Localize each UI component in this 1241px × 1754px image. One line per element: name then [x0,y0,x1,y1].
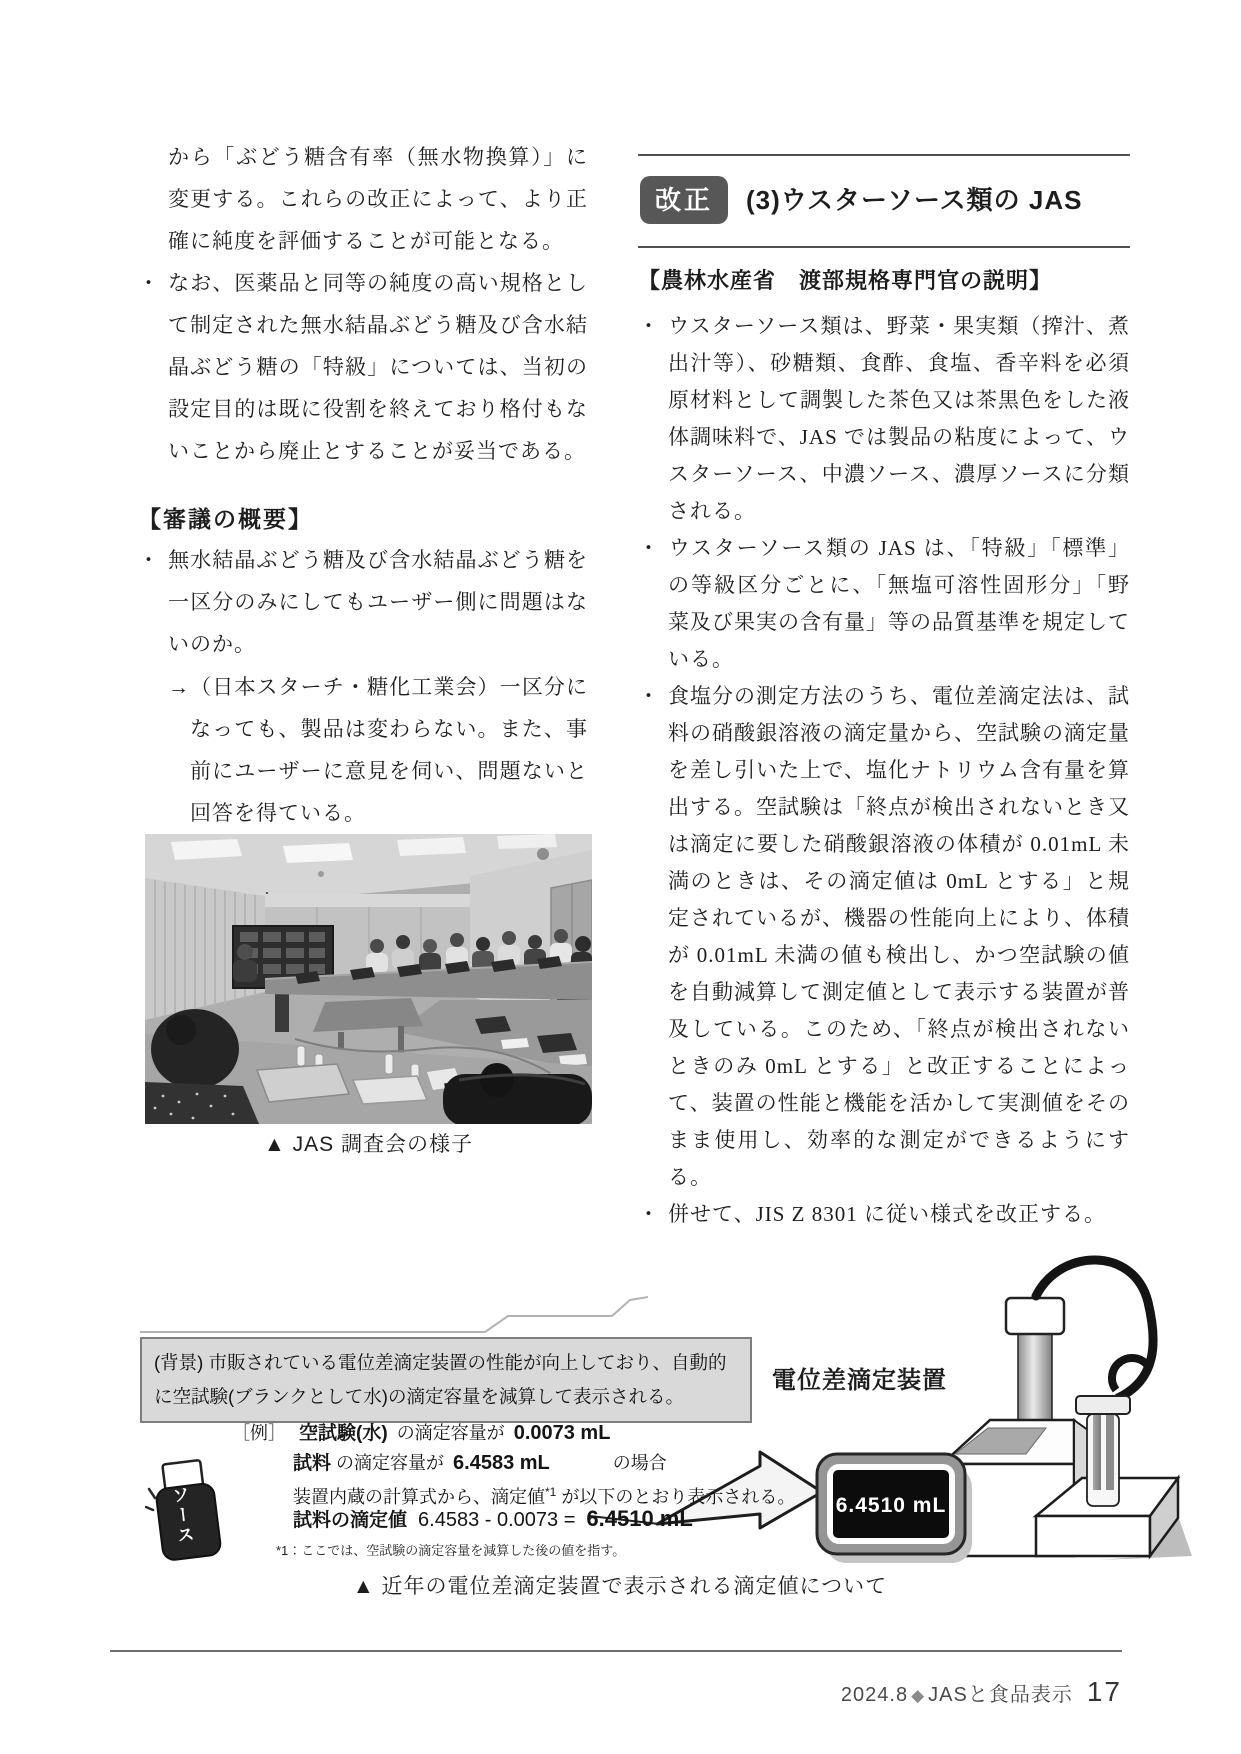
bullet-marker: ・ [638,536,660,560]
example-value: 6.4583 mL [453,1452,550,1474]
bullet-item [638,678,1130,1196]
bullet-text: 併せて、JIS Z 8301 に従い様式を改正する。 [668,1202,1107,1226]
example-line-3: 装置内蔵の計算式から、滴定値$^{*1}$ が以下のとおり表示される。 [293,1485,796,1507]
device-label: 電位差滴定装置 [772,1367,947,1394]
left-column [138,136,588,834]
article-title: (3)ウスターソース類の JAS [746,184,1083,215]
section-heading: 【審議の概要】 [138,506,313,532]
answer-item [138,666,588,834]
example-footnote: *1：ここでは、空試験の滴定容量を減算した後の値を指す。 [276,1543,626,1558]
bullet-marker: ・ [638,1202,660,1226]
figure-caption: ▲ 近年の電位差滴定装置で表示される滴定値について [352,1575,888,1598]
footer-journal-title: JASと食品表示 [928,1684,1073,1706]
answer-text: （日本スターチ・糖化工業会）一区分になっても、製品は変わらない。また、事前にユーザーに意見を伺い、問題ないと回答を得ている。 [190,675,588,825]
example-term: 空試験(水) [299,1423,388,1444]
note-bullet-item [138,262,588,472]
titration-device-illustration [780,1240,1200,1570]
example-term: 試料の滴定値 [293,1510,408,1531]
revision-badge: 改正 [640,176,728,224]
device-display-value: 6.4510 mL [835,1494,947,1517]
bullet-marker: ・ [638,684,660,708]
sauce-bottle-label: ソース [168,1485,195,1547]
right-column [638,130,1130,1233]
arrow-marker: → [168,675,190,699]
meeting-photo [145,834,592,1124]
note-bullet-text: なお、医薬品と同等の純度の高い規格として制定された無水結晶ぶどう糖及び含水結晶ぶどう糖の「特級」については、当初の設定目的は既に役割を終えており格付もないことから廃止とすることが妥当である。 [168,271,588,463]
bullet-item [638,1196,1130,1233]
header-rule-bottom [638,246,1130,248]
footer [640,1676,1122,1708]
example-tag: ［例］ [232,1423,286,1443]
background-note-box: (背景) 市販されている電位差滴定装置の性能が向上しており、自動的に空試験(ブランクとして水)の滴定容量を減算して表示される。 [140,1337,752,1423]
footnote-ref: *1 [545,1485,557,1499]
example-line-2: 試料 の滴定容量が 6.4583 mL の場合 [293,1452,667,1474]
diamond-icon: ◆ [911,1686,926,1705]
bullet-marker: ・ [138,549,160,572]
example-result: 6.4510 mL [586,1506,693,1531]
intro-paragraph: から「ぶどう糖含有率（無水物換算）」に変更する。これらの改正によって、より正確に純度を評価することが可能となる。 [168,145,588,253]
meeting-photo-scene [145,834,592,1124]
example-formula: 6.4583 - 0.0073 = [418,1509,576,1531]
article-header [638,156,1130,246]
bullet-item [638,308,1130,530]
question-text: 無水結晶ぶどう糖及び含水結晶ぶどう糖を一区分のみにしてもユーザー側に問題はないのか。 [168,549,588,656]
bullet-text: 食塩分の測定方法のうち、電位差滴定法は、試料の硝酸銀溶液の滴定量から、空試験の滴定量を差し引いた上で、塩化ナトリウム含有量を算出する。空試験は「終点が検出されないとき又は滴定に要した硝酸銀溶液の体積が 0.01mL 未満のときは、その滴定値は 0mL とする」と規定されているが、機器の性能向上により、体積が 0.01mL 未満の値も検出し、かつ空試験の値を自動減算して測定値として表示する装置が普及している。このため、「終点が検出されないときのみ 0mL とする」と改正することによって、装置の性能と機能を活かして実測値をそのまま使用し、効率的な測定ができるようにする。 [668,684,1130,1189]
bullet-text: ウスターソース類は、野菜・果実類（搾汁、煮出汁等）、砂糖類、食酢、食塩、香辛料を必須原材料として調製した茶色又は茶黒色をした液体調味料で、JAS では製品の粘度によって、ウスターソース、中濃ソース、濃厚ソースに分類される。 [668,314,1130,523]
device-display [817,1454,972,1563]
footer-page-number: 17 [1086,1676,1122,1707]
question-item [138,540,588,666]
bullet-marker: ・ [138,271,160,295]
example-value: 0.0073 mL [513,1422,611,1444]
footer-rule [110,1650,1122,1652]
example-line-4 [293,1506,693,1534]
bullet-item [638,530,1130,678]
speaker-subheading: 【農林水産省 渡部規格専門官の説明】 [638,268,1053,293]
figure-outline-decoration [130,1293,650,1339]
example-term: 試料 [293,1453,332,1474]
photo-caption: ▲ JAS 調査会の様子 [264,1133,473,1156]
bullet-marker: ・ [638,314,660,338]
bullet-text: ウスターソース類の JAS は、「特級」「標準」の等級区分ごとに、「無塩可溶性固形分」「野菜及び果実の含有量」等の品質基準を規定している。 [668,536,1130,671]
footer-issue: 2024.8 [840,1684,909,1706]
example-line-1: ［例］ 空試験(水) の滴定容量が 0.0073 mL [232,1422,611,1444]
